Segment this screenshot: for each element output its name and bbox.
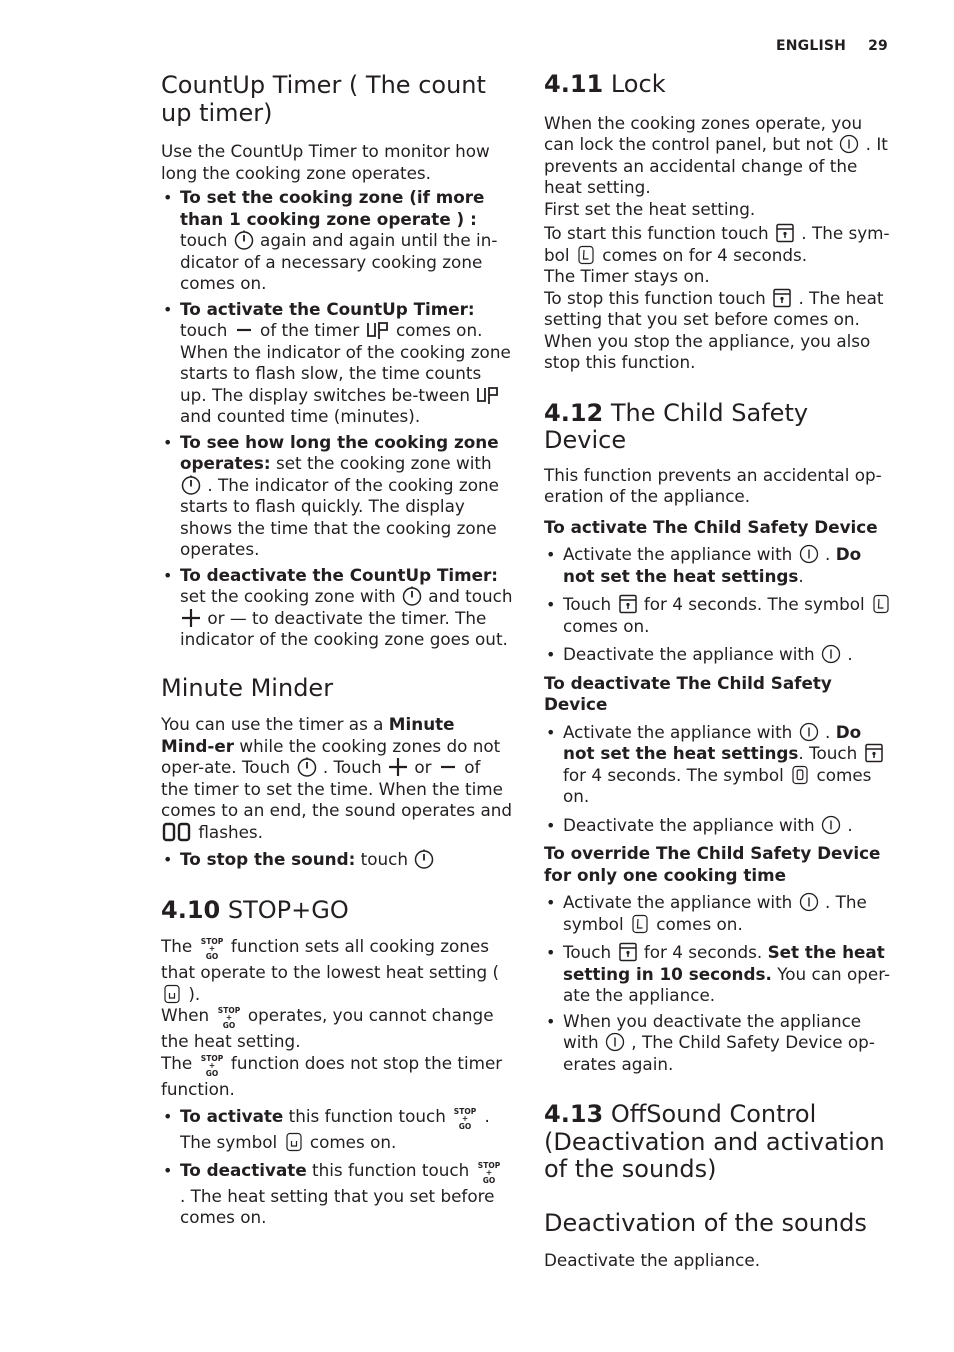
para-text: . Touch — [322, 757, 382, 777]
bullet-text: Activate the appliance with — [563, 721, 793, 742]
para-bold: Minute Mind-er — [161, 714, 455, 756]
list-item — [544, 544, 894, 587]
power-icon — [799, 892, 819, 912]
minute-minder-title: Minute Minder — [161, 673, 334, 702]
offsound-text: Deactivate the appliance. — [544, 1250, 761, 1270]
zero-symbol-icon — [790, 765, 810, 785]
bullet-text: comes on. — [563, 764, 872, 806]
bullet-bold-label: To see how long the cooking zone operates: — [180, 431, 499, 473]
stop-go-icon — [476, 1160, 502, 1186]
bullet-text: for 4 seconds. — [643, 942, 763, 962]
section-number: 4.12 — [544, 398, 604, 427]
para-text: The — [161, 936, 193, 956]
power-icon — [839, 134, 859, 154]
para-text: ). — [188, 983, 201, 1004]
timer-icon — [234, 230, 254, 250]
bullet-bold-label: To set the cooking zone (if more than 1 cooking zone operate ) : — [180, 187, 485, 229]
para-text: of the timer to set the time. When the time comes to an end, the sound operates and — [161, 757, 513, 820]
list-item — [161, 432, 513, 561]
double-zero-display-icon — [162, 822, 192, 842]
stopgo-list — [161, 1106, 513, 1229]
override-heading: To override The Child Safety Device for only one cooking time — [544, 843, 881, 885]
bullet-text: . The indicator of the cooking zone starts to flash quickly. The display shows the time that the cooking zone operates. — [180, 474, 499, 559]
stop-go-icon — [452, 1106, 478, 1132]
bullet-text: comes on. When the indicator of the cooking zone starts to flash slow, the time counts up. The display switches be-tween — [180, 320, 511, 405]
bullet-text: . Touch — [798, 743, 858, 763]
countup-timer-section — [161, 72, 513, 651]
bullet-text: You can oper-ate the appliance. — [563, 963, 891, 1005]
bullet-text: Deactivate the appliance with — [563, 814, 815, 835]
list-item — [161, 1106, 513, 1154]
minute-minder-list — [161, 849, 513, 871]
lock-para-2: First set the heat setting. — [544, 198, 756, 219]
lock-symbol-l-icon — [871, 594, 891, 614]
bullet-text: Activate the appliance with — [563, 892, 793, 912]
activate-heading: To activate The Child Safety Device — [544, 516, 878, 537]
bullet-text: touch — [180, 230, 228, 250]
para-text: When the cooking zones operate, you can lock the control panel, but not — [544, 112, 863, 154]
para-text: . The sym-bol — [544, 223, 890, 265]
section-title-text: OffSound Control (Deactivation and activation of the sounds) — [544, 1100, 885, 1183]
para-text: When — [161, 1005, 210, 1025]
power-icon — [821, 815, 841, 835]
section-number: 4.11 — [544, 70, 604, 98]
bullet-bold-label: To deactivate the CountUp Timer: — [180, 564, 499, 585]
section-title-text: The Child Safety Device — [544, 398, 809, 454]
list-item — [161, 187, 513, 295]
bullet-text: . The symbol — [563, 892, 867, 934]
minus-icon — [234, 320, 254, 340]
right-column — [544, 68, 894, 1272]
stopgo-para-1 — [161, 936, 513, 1005]
page-header — [776, 38, 888, 54]
countup-title: CountUp Timer ( The count up timer) — [161, 71, 486, 127]
page-number: 29 — [868, 38, 888, 54]
power-icon — [821, 644, 841, 664]
para-text: The — [161, 1052, 193, 1073]
list-item — [544, 892, 894, 935]
bullet-text: and touch — [428, 586, 513, 606]
bullet-text: set the cooking zone with — [180, 586, 396, 606]
bullet-text: this function touch — [288, 1106, 446, 1126]
timer-icon — [297, 757, 317, 777]
bullet-text: . The symbol — [180, 1106, 490, 1152]
low-heat-u-icon — [284, 1132, 304, 1152]
bullet-text: set the cooking zone with — [275, 453, 492, 473]
bullet-text: Deactivate the appliance with — [563, 644, 815, 664]
list-item — [161, 849, 513, 871]
bullet-text: . — [825, 721, 831, 742]
left-column — [161, 68, 513, 1229]
bullet-text: comes on. — [309, 1132, 397, 1152]
offsound-subtitle: Deactivation of the sounds — [544, 1208, 867, 1237]
bullet-text: , The Child Safety Device op-erates again. — [563, 1032, 875, 1074]
bullet-text: Touch — [563, 942, 612, 962]
minute-minder-text — [161, 714, 513, 843]
para-text: comes on for 4 seconds. — [602, 244, 808, 265]
stopgo-para-2 — [161, 1005, 513, 1053]
lock-section — [544, 71, 894, 374]
list-item — [161, 565, 513, 651]
bullet-bold-label: Do not set the heat settings — [563, 544, 862, 586]
bullet-text: touch — [180, 320, 228, 340]
stop-go-icon — [199, 1053, 225, 1079]
bullet-text: . — [847, 814, 853, 835]
para-text: You can use the timer as a — [161, 714, 384, 734]
para-text: function sets all cooking zones that operate to the lowest heat setting ( — [161, 936, 499, 982]
child-safety-intro: This function prevents an accidental op-eration of the appliance. — [544, 464, 882, 506]
lock-para-1 — [544, 113, 894, 199]
child-safety-title — [544, 400, 894, 455]
list-item — [544, 594, 894, 637]
bullet-text: . — [798, 565, 804, 586]
para-text: To start this function touch — [544, 223, 769, 243]
stopgo-title — [161, 897, 513, 925]
bullet-text: for 4 seconds. The symbol — [563, 764, 784, 785]
power-icon — [605, 1032, 625, 1052]
power-icon — [799, 544, 819, 564]
list-item — [161, 299, 513, 428]
stopgo-section — [161, 897, 513, 1229]
para-text: or — [414, 757, 432, 777]
bullet-text: again and again until the in-dicator of a necessary cooking zone comes on. — [180, 230, 498, 293]
bullet-text: comes on. — [563, 615, 650, 636]
plus-icon — [181, 608, 201, 628]
bullet-text: this function touch — [312, 1159, 470, 1180]
bullet-text: Activate the appliance with — [563, 544, 793, 564]
para-text: To stop this function touch — [544, 287, 766, 308]
override-list — [544, 892, 894, 1075]
lock-key-icon — [618, 594, 638, 614]
lock-symbol-l-icon — [576, 245, 596, 265]
lock-symbol-l-icon — [630, 914, 650, 934]
bullet-bold-label: To stop the sound: — [180, 849, 356, 869]
bullet-text: or — to deactivate the timer. The indicator of the cooking zone goes out. — [180, 607, 508, 649]
lock-para-4: The Timer stays on. — [544, 266, 710, 286]
bullet-text: touch — [360, 849, 409, 869]
bullet-text: . — [825, 544, 831, 564]
list-item — [161, 1160, 513, 1229]
bullet-text: . — [847, 644, 853, 664]
list-item — [544, 644, 894, 666]
bullet-bold-label: To deactivate — [180, 1159, 307, 1180]
section-number: 4.10 — [161, 895, 221, 924]
low-heat-u-icon — [162, 984, 182, 1004]
countup-list — [161, 187, 513, 651]
bullet-text: Touch — [563, 594, 612, 614]
list-item — [544, 1011, 894, 1076]
list-item — [544, 942, 894, 1007]
timer-icon — [414, 849, 434, 869]
activate-list — [544, 544, 894, 666]
lock-key-icon — [775, 223, 795, 243]
bullet-text: When you deactivate the appliance with — [563, 1010, 862, 1052]
offsound-section — [544, 1101, 894, 1272]
stop-go-icon — [216, 1005, 242, 1031]
para-text: flashes. — [198, 821, 263, 842]
minus-icon — [438, 757, 458, 777]
offsound-title — [544, 1101, 894, 1184]
timer-icon — [402, 586, 422, 606]
lock-title — [544, 71, 894, 99]
list-item — [544, 722, 894, 808]
bullet-bold-label: Set the heat setting in 10 seconds. — [563, 942, 885, 984]
bullet-text: and counted time (minutes). — [180, 406, 421, 426]
plus-icon — [388, 757, 408, 777]
section-title-text: Lock — [610, 70, 666, 98]
up-display-icon — [476, 385, 500, 405]
up-display-icon — [366, 320, 390, 340]
timer-icon — [181, 475, 201, 495]
lock-key-icon — [618, 942, 638, 962]
bullet-bold-label: To activate — [180, 1106, 284, 1126]
deactivate-heading: To deactivate The Child Safety Device — [544, 672, 832, 714]
bullet-text: of the timer — [260, 320, 360, 340]
para-text: . It prevents an accidental change of the heat setting. — [544, 134, 888, 197]
lock-key-icon — [772, 288, 792, 308]
para-text: . The heat setting that you set before comes on. When you stop the appliance, you also stop this function. — [544, 287, 884, 372]
bullet-text: . The heat setting that you set before comes on. — [180, 1185, 495, 1227]
bullet-bold-label: To activate the CountUp Timer: — [180, 298, 475, 319]
section-number: 4.13 — [544, 1100, 604, 1128]
list-item — [544, 815, 894, 837]
stop-go-icon — [199, 936, 225, 962]
bullet-bold-label: Do not set the heat settings — [563, 721, 862, 763]
header-language: ENGLISH — [776, 38, 847, 54]
bullet-text: for 4 seconds. The symbol — [643, 594, 865, 614]
para-text: function does not stop the timer function. — [161, 1052, 503, 1099]
child-safety-section — [544, 400, 894, 1076]
para-text: while the cooking zones do not oper-ate. Touch — [161, 735, 501, 777]
lock-para-3 — [544, 223, 894, 266]
minute-minder-section — [161, 675, 513, 871]
para-text: operates, you cannot change the heat setting. — [161, 1005, 494, 1051]
deactivate-list — [544, 722, 894, 837]
bullet-text: comes on. — [656, 913, 743, 934]
power-icon — [799, 722, 819, 742]
countup-intro: Use the CountUp Timer to monitor how long the cooking zone operates. — [161, 141, 490, 183]
lock-key-icon — [864, 743, 884, 763]
section-title-text: STOP+GO — [227, 895, 349, 924]
lock-para-5 — [544, 288, 894, 374]
stopgo-para-3 — [161, 1053, 513, 1101]
